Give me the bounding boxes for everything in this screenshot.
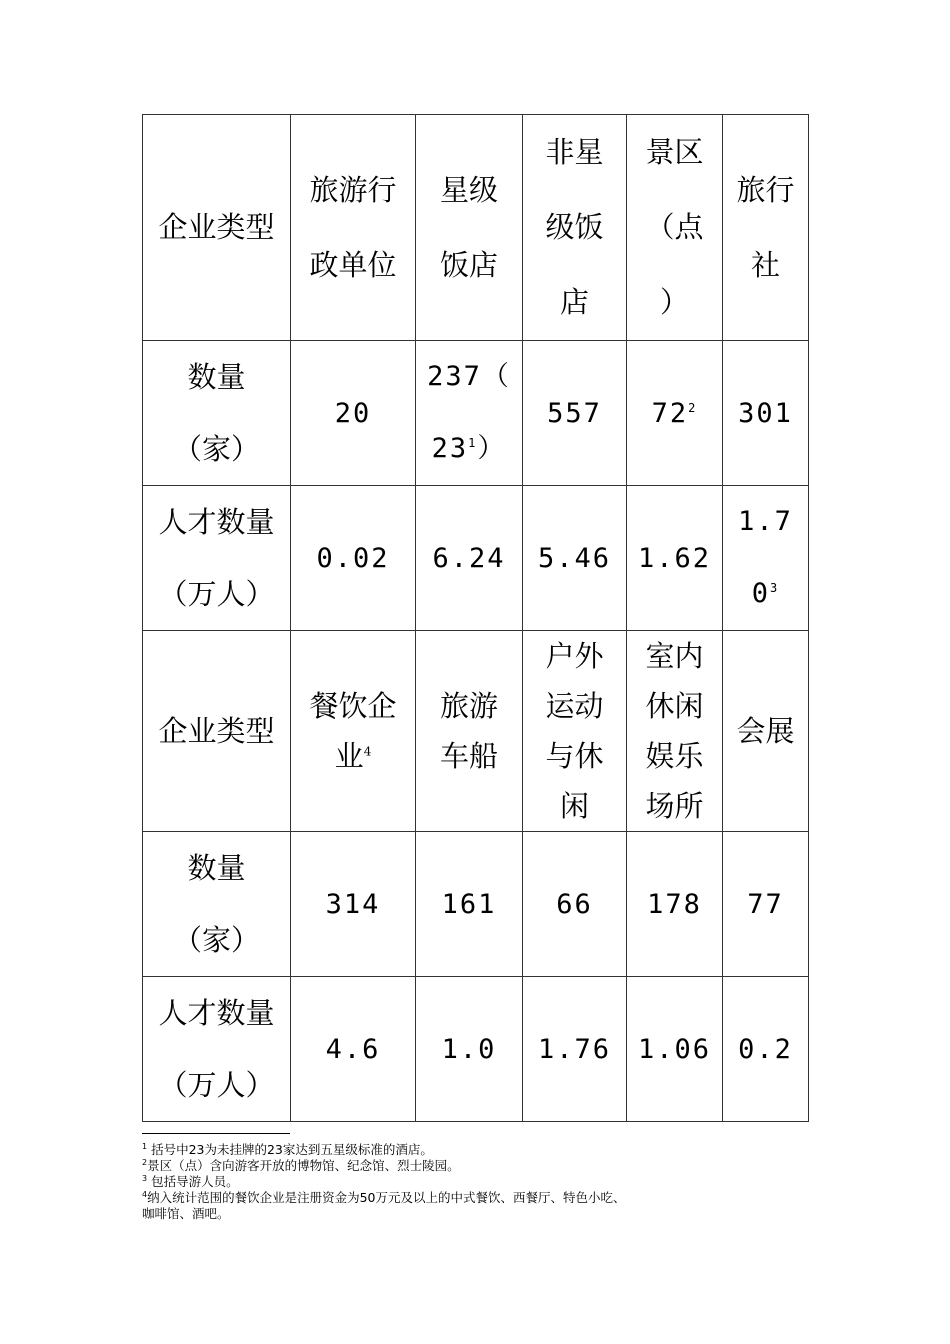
cell: 77 (723, 832, 809, 977)
table1-talent-row (143, 486, 809, 631)
cell: 4.6 (291, 977, 416, 1122)
table1-count-row (143, 341, 809, 486)
talent-label: 人才数量 （万人） (143, 977, 291, 1122)
table2-talent-row (143, 977, 809, 1122)
table2-header-row (143, 631, 809, 832)
cell: 178 (627, 832, 723, 977)
header-indoor-leisure: 室内 休闲 娱乐 场所 (627, 631, 723, 832)
cell: 0.2 (723, 977, 809, 1122)
header-scenic-area: 景区 （点 ） (627, 115, 723, 341)
cell: 66 (523, 832, 627, 977)
footnote-4-cont: 咖啡馆、酒吧。 (142, 1206, 230, 1221)
header-tourist-vehicle-ship: 旅游 车船 (416, 631, 523, 832)
footnote-3: $^3$ 包括导游人员。 (142, 1173, 239, 1189)
tourism-enterprise-table (142, 114, 809, 1122)
cell: 6.24 (416, 486, 523, 631)
table1-header-row (143, 115, 809, 341)
count-label: 数量 （家） (143, 341, 291, 486)
header-exhibition: 会展 (723, 631, 809, 832)
header-enterprise-type: 企业类型 (143, 115, 291, 341)
count-label: 数量 （家） (143, 832, 291, 977)
cell: 1.0 (416, 977, 523, 1122)
header-enterprise-type: 企业类型 (143, 631, 291, 832)
cell: 0.02 (291, 486, 416, 631)
cell: 20 (291, 341, 416, 486)
header-non-star-hotel: 非星 级饭 店 (523, 115, 627, 341)
header-tourism-admin: 旅游行 政单位 (291, 115, 416, 341)
cell: 161 (416, 832, 523, 977)
header-outdoor-sports: 户外 运动 与休 闲 (523, 631, 627, 832)
cell: $72^2$ (627, 341, 723, 486)
cell: 5.46 (523, 486, 627, 631)
cell: 557 (523, 341, 627, 486)
cell: 237（ $23^1$） (416, 341, 523, 486)
header-travel-agency: 旅行 社 (723, 115, 809, 341)
cell: 1.7 $0^3$ (723, 486, 809, 631)
table2-count-row (143, 832, 809, 977)
footnote-1: $^1$ 括号中23为未挂牌的23家达到五星级标准的酒店。 (142, 1141, 433, 1157)
talent-label: 人才数量 （万人） (143, 486, 291, 631)
cell: 1.06 (627, 977, 723, 1122)
cell: 301 (723, 341, 809, 486)
footnotes (142, 1142, 822, 1222)
footnote-separator (142, 1133, 290, 1134)
header-star-hotel: 星级 饭店 (416, 115, 523, 341)
cell: 1.62 (627, 486, 723, 631)
cell: 314 (291, 832, 416, 977)
footnote-4: $^4$纳入统计范围的餐饮企业是注册资金为50万元及以上的中式餐饮、西餐厅、特色小吃、 (142, 1189, 626, 1205)
cell: 1.76 (523, 977, 627, 1122)
header-catering: 餐饮企 业$^4$ (291, 631, 416, 832)
footnote-2: $^2$景区（点）含向游客开放的博物馆、纪念馆、烈士陵园。 (142, 1157, 460, 1173)
